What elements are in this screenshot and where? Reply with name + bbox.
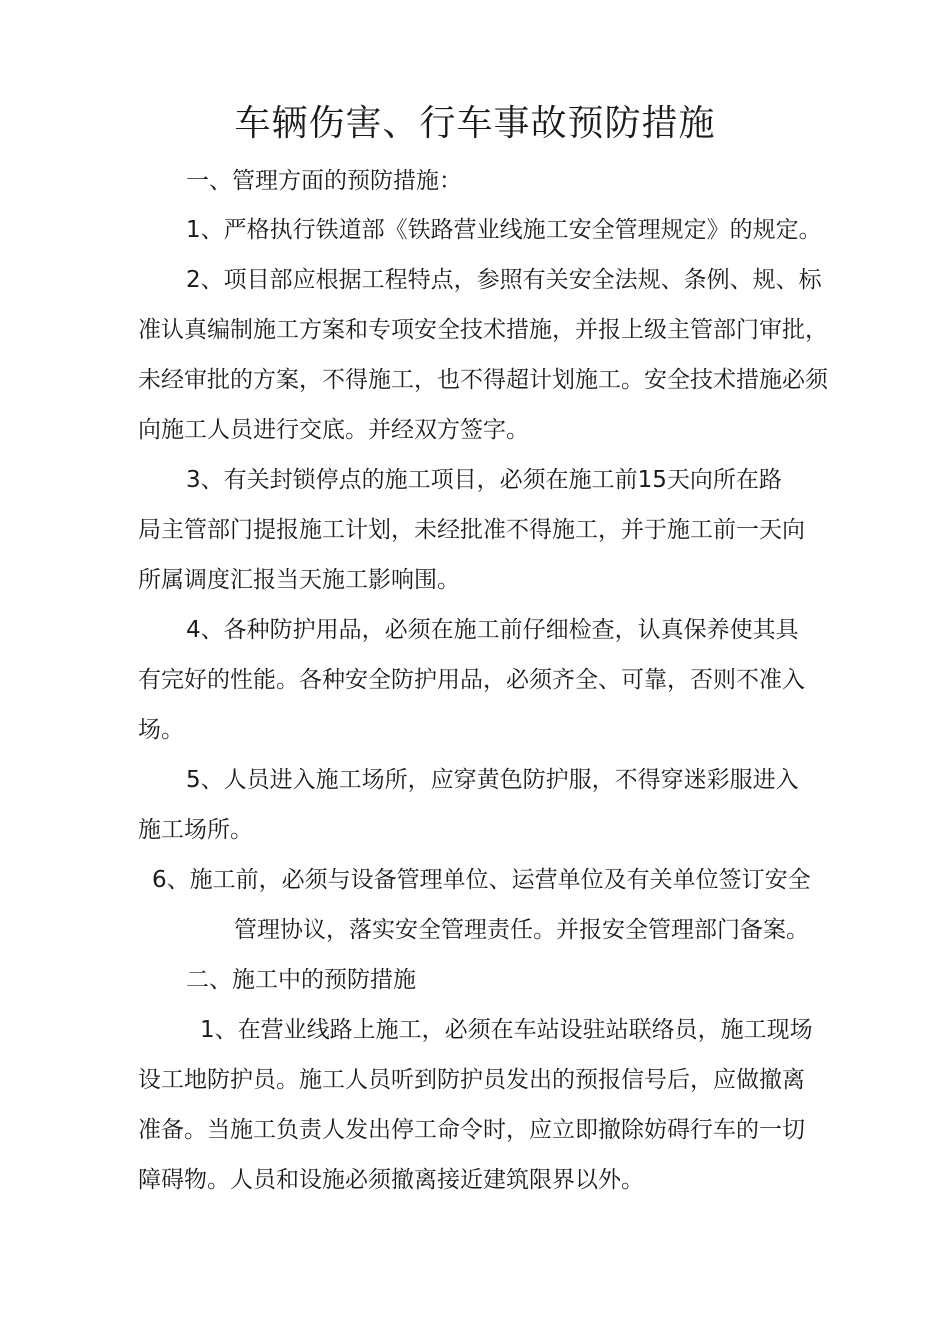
item4-line2: 有完好的性能。各种安全防护用品，必须齐全、可靠，否则不准入 (138, 667, 805, 693)
s2-item1-number: 1 (200, 1017, 215, 1043)
item1-text: 、严格执行铁道部《铁路营业线施工安全管理规定》的规定。 (200, 217, 822, 243)
item2-text: 、项目部应根据工程特点，参照有关安全法规、条例、规、标 (200, 267, 822, 293)
item6-line1 (152, 865, 811, 895)
item4-number: 4 (186, 617, 201, 643)
s2-item1-line3: 准备。当施工负责人发出停工命令时，应立即撤除妨碍行车的一切 (138, 1117, 805, 1143)
s2-item1-line4: 障碍物。人员和设施必须撤离接近建筑限界以外。 (138, 1167, 644, 1193)
item3-line3: 所属调度汇报当天施工影响围。 (138, 567, 460, 593)
item2-line2: 准认真编制施工方案和专项安全技术措施，并报上级主管部门审批， (138, 317, 828, 343)
item1-number: 1 (186, 217, 201, 243)
document-title: 车辆伤害、行车事故预防措施 (234, 103, 716, 144)
item6-line2: 管理协议，落实安全管理责任。并报安全管理部门备案。 (234, 917, 809, 943)
item2-line3: 未经审批的方案，不得施工，也不得超计划施工。安全技术措施必须 (138, 367, 828, 393)
item4-line3: 场。 (138, 717, 184, 743)
item4-line1 (186, 615, 799, 645)
item3-line2: 局主管部门提报施工计划，未经批准不得施工，并于施工前一天向 (138, 517, 805, 543)
item5-number: 5 (186, 767, 201, 793)
item4-text: 、各种防护用品，必须在施工前仔细检查，认真保养使其具 (200, 617, 799, 643)
item3-number: 3 (186, 467, 201, 493)
item3-text-b: 天向所在路 (666, 467, 782, 493)
item6-text: 、施工前，必须与设备管理单位、运营单位及有关单位签订安全 (166, 867, 811, 893)
item2-line4: 向施工人员进行交底。并经双方签字。 (138, 417, 529, 443)
item5-text: 、人员进入施工场所，应穿黄色防护服，不得穿迷彩服进入 (200, 767, 799, 793)
item2-line1 (186, 265, 822, 295)
item3-line1 (186, 465, 782, 495)
item1-line1 (186, 215, 822, 245)
item5-line2: 施工场所。 (138, 817, 253, 843)
item6-number: 6 (152, 867, 167, 893)
item2-number: 2 (186, 267, 201, 293)
section2-heading: 二、施工中的预防措施 (186, 967, 416, 993)
section1-heading: 一、管理方面的预防措施： (186, 168, 462, 194)
s2-item1-text: 、在营业线路上施工，必须在车站设驻站联络员，施工现场 (214, 1017, 813, 1043)
item5-line1 (186, 765, 799, 795)
item3-days-number: 15 (637, 467, 667, 493)
s2-item1-line2: 设工地防护员。施工人员听到防护员发出的预报信号后，应做撤离 (138, 1067, 805, 1093)
item3-text-a: 、有关封锁停点的施工项目，必须在施工前 (200, 467, 638, 493)
s2-item1-line1 (200, 1015, 813, 1045)
